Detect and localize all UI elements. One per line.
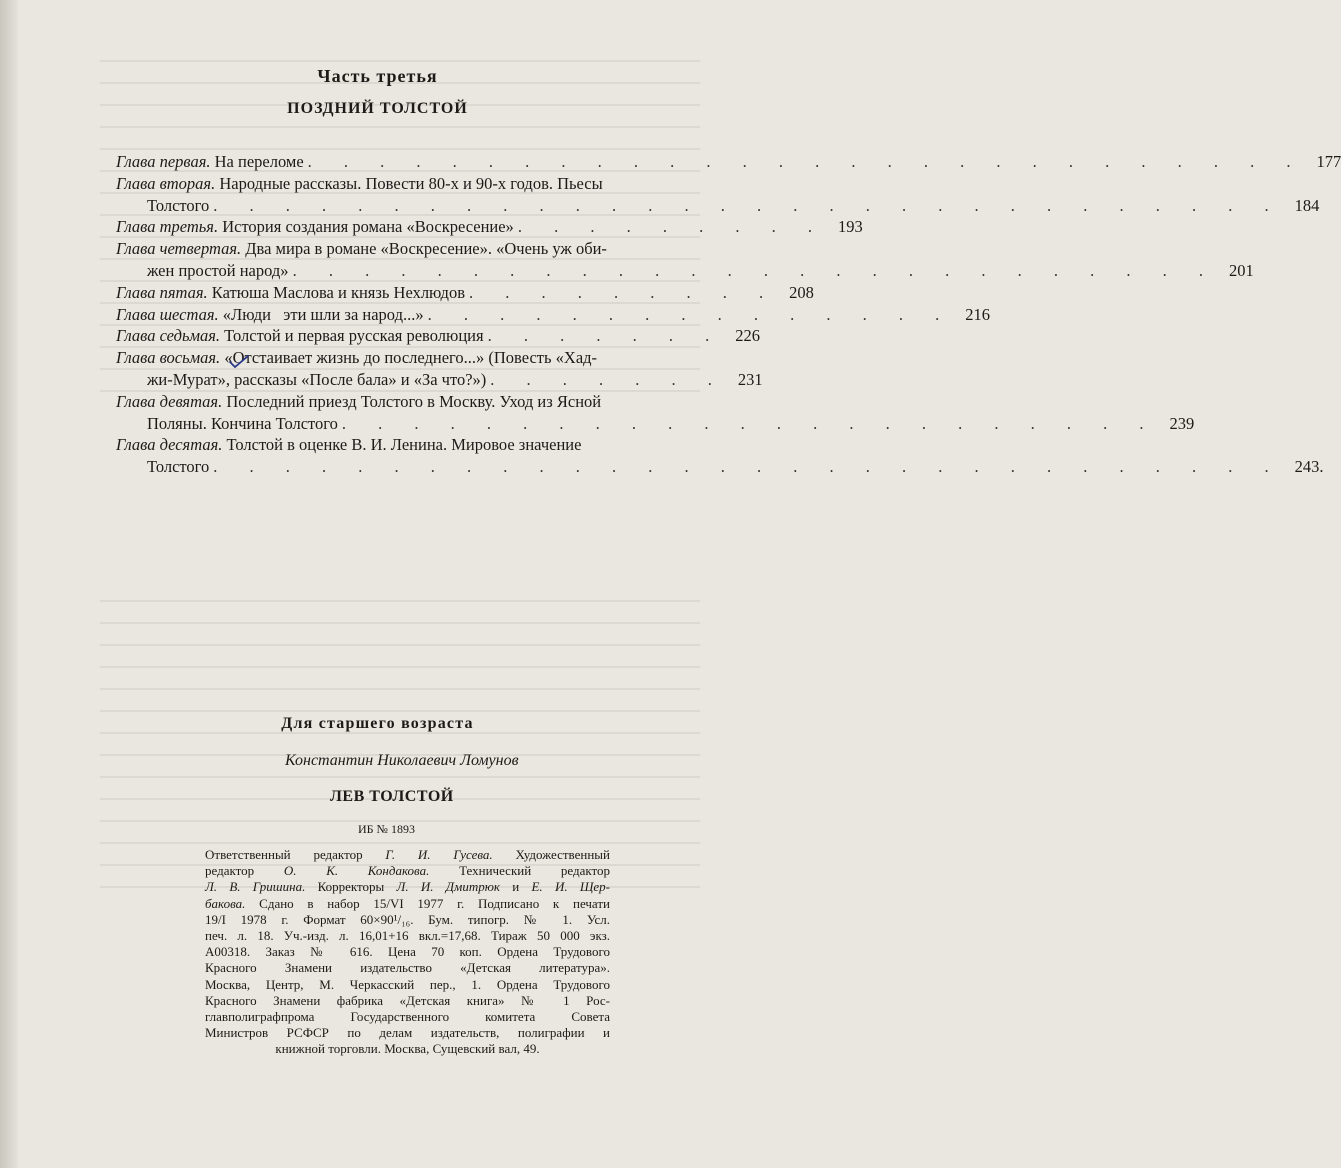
toc-chapter-label: Глава третья. [116,217,219,237]
imprint-text: Художественный [515,847,610,862]
toc-page-number: 193 [837,217,863,237]
toc-page-number: 201 [1228,260,1254,280]
toc-chapter-title: Толстой в оценке В. И. Ленина. Мировое значение [226,435,582,455]
imprint-person: Г. И. Гусева. [385,847,493,862]
toc-chapter-title: «Отстаивает жизнь до последнего...» (Повесть «Хад- [224,348,598,368]
toc-chapter-title-cont: Толстого [147,457,210,477]
imprint-text: редактор [205,863,255,879]
pen-mark-icon [228,354,250,370]
toc-page-number: 177 [1316,152,1341,171]
toc-chapter-label: Глава десятая. [116,435,223,455]
toc-chapter-title: Народные рассказы. Повести 80-х и 90-х годов. Пьесы [219,173,603,193]
toc-page-number: 243. [1294,457,1324,477]
toc-chapter-title: Толстой и первая русская революция [224,326,484,346]
imprint-line: Москва, Центр, М. Черкасский пер., 1. Ордена Трудового [205,976,610,992]
imprint-text: Сдано в набор 15/VI 1977 г. Подписано к печати [259,895,610,911]
toc-entry[interactable] [116,434,1324,478]
section-title: ПОЗДНИЙ ТОЛСТОЙ [287,100,468,117]
leader-dots: . . . . . . . . . . . . . . . [427,304,954,324]
toc-chapter-label: Глава седьмая. [116,326,221,346]
leader-dots: . . . . . . . . . . . . . . . . . . . . . . . . . . [292,260,1217,280]
imprint-line: А00318. Заказ № 616. Цена 70 коп. Ордена Трудового [205,944,610,960]
leader-dots: . . . . . . . . . . . . . . . . . . . . . . . . . . . . [307,152,1305,171]
imprint-person: Е. И. Щер- [531,879,610,895]
toc-chapter-label: Глава восьмая. [116,348,221,368]
imprint-line [205,847,610,863]
imprint-text: Корректоры [317,879,385,895]
toc-chapter-label: Глава первая. [116,152,211,171]
toc-chapter-title-cont: жи-Мурат», рассказы «После бала» и «За что?») [147,369,487,389]
toc-entry[interactable] [116,304,990,326]
toc-chapter-title: Последний приезд Толстого в Москву. Уход из Ясной [226,391,602,411]
toc-page-number: 231 [737,369,763,389]
toc-entry[interactable] [116,216,863,238]
imprint-person: бакова. [205,895,246,911]
leader-dots: . . . . . . . [490,369,726,389]
author-name: Константин Николаевич Ломунов [285,752,519,769]
publisher-id: ИБ № 1893 [358,822,416,836]
toc-entry[interactable] [116,325,760,347]
leader-dots: . . . . . . . . . [469,282,778,302]
toc-entry[interactable] [116,347,763,391]
leader-dots: . . . . . . . [487,326,724,346]
imprint-person: Л. В. Гришина. [205,879,306,895]
toc-entry[interactable] [116,151,1341,173]
toc-chapter-label: Глава пятая. [116,282,208,302]
part-title: Часть третья [317,66,438,86]
leader-dots: . . . . . . . . . . . . . . . . . . . . . . . [341,413,1158,433]
imprint-person: Л. И. Дмитрюк [396,879,500,895]
toc-chapter-label: Глава четвертая. [116,239,242,259]
book-title: ЛЕВ ТОЛСТОЙ [330,788,454,805]
toc-page-number: 216 [965,304,990,324]
age-group-label: Для старшего возраста [281,715,474,732]
imprint-block [205,847,610,1058]
toc-chapter-title: На переломе [214,152,304,171]
imprint-line: печ. л. 18. Уч.-изд. л. 16,01+16 вкл.=17,68. Тираж 50 000 экз. [205,928,610,944]
imprint-line: Красного Знамени фабрика «Детская книга» № 1 Рос- [205,992,610,1008]
toc-chapter-title-cont: жен простой народ» [147,260,289,280]
imprint-line: главполиграфпрома Государственного комитета Совета [205,1009,610,1025]
toc-page-number: 226 [735,326,760,346]
leader-dots: . . . . . . . . . . . . . . . . . . . . . . . . . . . . . . [213,195,1283,215]
table-of-contents [116,151,1341,478]
imprint-line: 19/I 1978 г. Формат 60×90¹/₁₆. Бум. типогр. № 1. Усл. [205,911,610,927]
imprint-line: Красного Знамени издательство «Детская литература». [205,960,610,976]
imprint-text: Ответственный редактор [205,847,363,862]
toc-page-number: 239 [1169,413,1195,433]
imprint-text: и [512,879,520,895]
toc-chapter-title: История создания романа «Воскресение» [222,217,514,237]
imprint-line: книжной торговли. Москва, Сущевский вал, 49. [275,1041,540,1057]
toc-entry[interactable] [116,282,814,304]
imprint-line [205,863,610,879]
toc-chapter-title: «Люди эти шли за народ...» [222,304,424,324]
imprint-person: О. К. Кондакова. [283,863,430,879]
page-edge-shadow [0,0,18,1168]
imprint-line [205,896,610,912]
imprint-line [205,879,610,895]
toc-chapter-title: Катюша Маслова и князь Нехлюдов [211,282,465,302]
leader-dots: . . . . . . . . . . . . . . . . . . . . . . . . . . . . . . [213,457,1283,477]
toc-page-number: 184 [1294,195,1320,215]
leader-dots: . . . . . . . . . [517,217,826,237]
toc-page-number: 208 [789,282,814,302]
toc-chapter-label: Глава вторая. [116,173,216,193]
imprint-line: Министров РСФСР по делам издательств, полиграфии и [205,1025,610,1041]
toc-entry[interactable] [116,238,1254,282]
toc-entry[interactable] [116,173,1320,217]
toc-chapter-title-cont: Толстого [147,195,210,215]
toc-chapter-label: Глава девятая. [116,391,223,411]
imprint-text: Технический редактор [459,863,611,879]
toc-chapter-title: Два мира в романе «Воскресение». «Очень уж оби- [245,239,607,259]
toc-chapter-title-cont: Поляны. Кончина Толстого [147,413,338,433]
toc-entry[interactable] [116,391,1195,435]
toc-chapter-label: Глава шестая. [116,304,219,324]
